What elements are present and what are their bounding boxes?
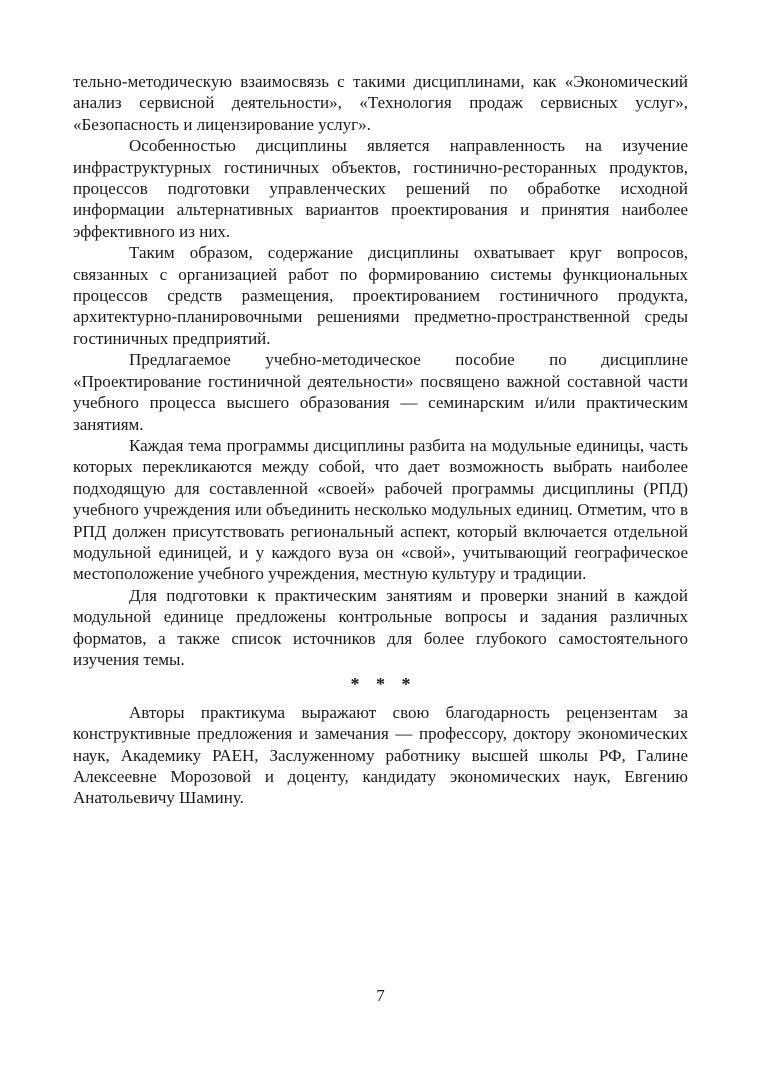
paragraph-acknowledgement: Авторы практикума выражают свою благодарность рецензентам за конструктивные предложения и замечания — профессору, доктору экономических наук, Академику РАЕН, Заслуженному работнику высшей школы РФ, Галине Алексеевне Морозовой и доценту, кандидату экономических наук, Евгению Анатольевичу Шамину. bbox=[73, 702, 688, 808]
section-separator: * * * bbox=[350, 674, 417, 695]
page-number: 7 bbox=[376, 986, 385, 1005]
paragraph-discipline-features: Особенностью дисциплины является направленность на изучение инфраструктурных гостиничных объектов, гостинично-ресторанных продуктов, процессов подготовки управленческих решений по обработке исходной информации альтернативных вариантов проектирования и принятия наиболее эффективного из них. bbox=[73, 136, 688, 241]
paragraph-modular-units: Каждая тема программы дисциплины разбита на модульные единицы, часть которых перекликаются между собой, что дает возможность выбрать наиболее подходящую для составленной «своей» рабочей программы дисциплины (РПД) учебного учреждения или объединить несколько модульных единиц. Отметим, что в РПД должен присутствовать региональный аспект, который включается отдельной модульной единицей, и у каждого вуза он «свой», учитывающий географическое местоположение учебного учреждения, местную культуру и традиции. bbox=[73, 435, 688, 584]
paragraph-discipline-content: Таким образом, содержание дисциплины охватывает круг вопросов, связанных с организацией работ по формированию системы функциональных процессов средств размещения, проектированием гостиничного продукта, архитектурно-планировочными решениями предметно-пространственной среды гостиничных предприятий. bbox=[73, 243, 688, 348]
paragraph-continuation: тельно-методическую взаимосвязь с такими дисциплинами, как «Экономический анализ сервисной деятельности», «Технология продаж сервисных услуг», «Безопасность и лицензирование услуг». bbox=[73, 72, 688, 134]
paragraph-textbook-purpose: Предлагаемое учебно-методическое пособие по дисциплине «Проектирование гостиничной деятельности» посвящено важной составной части учебного процесса высшего образования — семинарским и/или практическим занятиям. bbox=[73, 350, 688, 434]
paragraph-practical-preparation: Для подготовки к практическим занятиям и проверки знаний в каждой модульной единице предложены контрольные вопросы и задания различных форматов, а также список источников для более глубокого самостоятельного изучения темы. bbox=[73, 585, 688, 669]
body-text bbox=[73, 71, 688, 809]
